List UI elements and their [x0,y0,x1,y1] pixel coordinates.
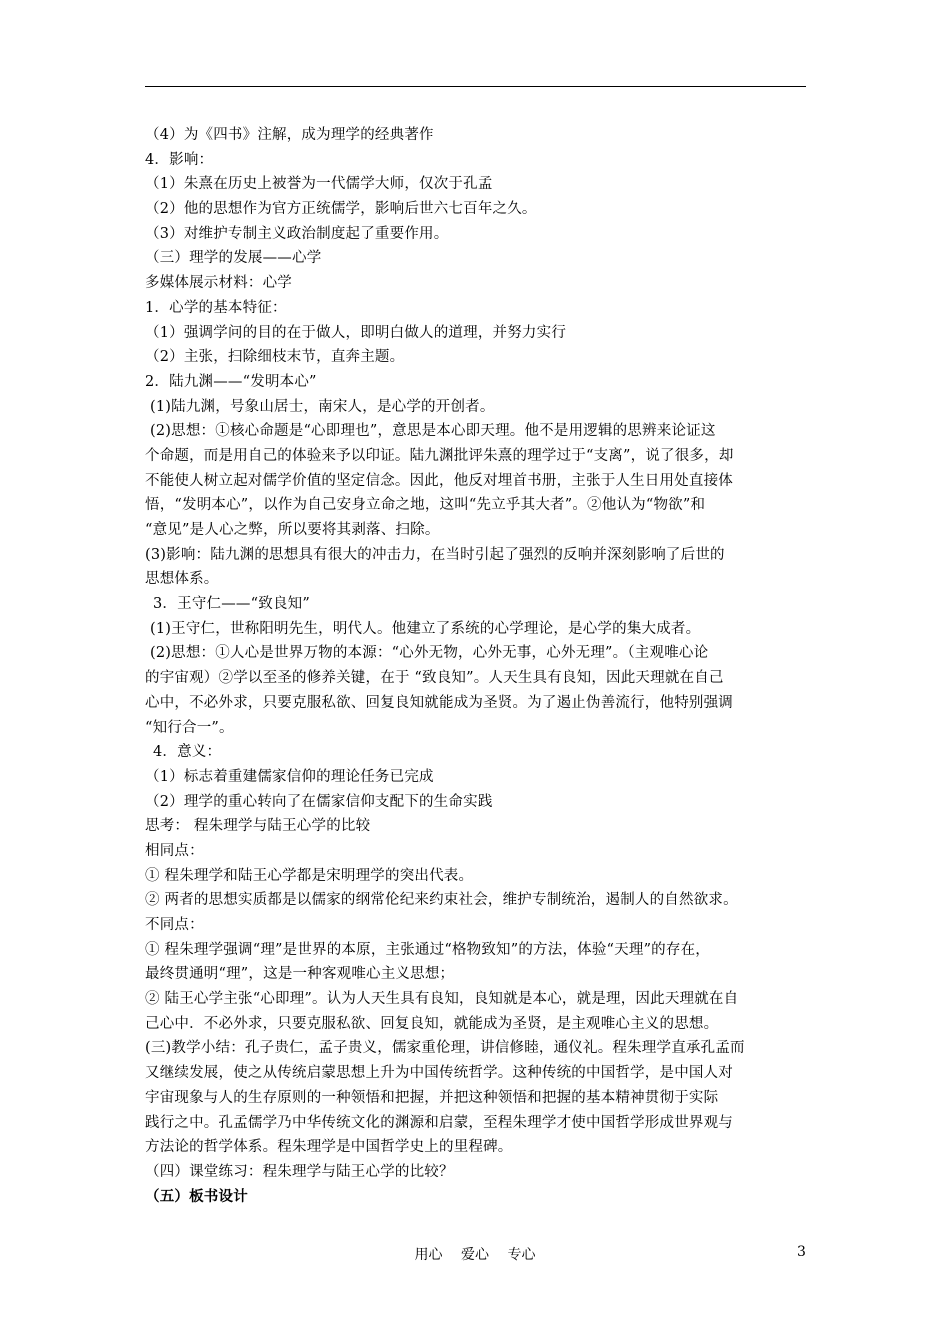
text-line: (3)影响：陆九渊的思想具有很大的冲击力，在当时引起了强烈的反响并深刻影响了后世的 [145,546,725,563]
text-line: 又继续发展，使之从传统启蒙思想上升为中国传统哲学。这种传统的中国哲学，是中国人对 [145,1065,733,1082]
text-line: 不同点： [145,917,204,933]
text-line: 己心中．不必外求，只要克服私欲、回复良知，就能成为圣贤，是主观唯心主义的思想。 [145,1015,719,1032]
text-line: （2）理学的重心转向了在儒家信仰支配下的生命实践 [145,793,493,810]
text-line: ② 两者的思想实质都是以儒家的纲常伦纪来约束社会，维护专制统治，遏制人的自然欲求。 [145,892,738,909]
text-line: 思想体系。 [145,571,219,588]
text-line: （2）他的思想作为官方正统儒学，影响后世六七百年之久。 [145,201,537,218]
text-line: ① 程朱理学强调“理”是世界的本原，主张通过“格物致知”的方法，体验“天理”的存在， [145,941,710,958]
text-line: 3．王守仁——“致良知” [153,596,310,613]
text-line: 方法论的哲学体系。程朱理学是中国哲学史上的里程碑。 [145,1139,513,1156]
text-line: 心中，不必外求，只要克服私欲、回复良知就能成为圣贤。为了遏止伪善流行，他特别强调 [145,694,733,711]
text-line: 悟，“发明本心”，以作为自己安身立命之地，这叫“先立乎其大者”。②他认为“物欲”和 [145,497,706,514]
text-line: ② 陆王心学主张“心即理”。认为人天生具有良知，良知就是本心，就是理，因此天理就在自 [145,991,739,1008]
text-line: 多媒体展示材料：心学 [145,275,292,292]
text-line: （1）强调学问的目的在于做人，即明白做人的道理，并努力实行 [145,324,567,341]
page-number: 3 [797,1244,806,1260]
text-line: （三）理学的发展——心学 [145,250,322,267]
text-line: （3）对维护专制主义政治制度起了重要作用。 [145,225,449,242]
text-line: 不能使人树立起对儒学价值的坚定信念。因此，他反对埋首书册，主张于人生日用处直接体 [145,472,733,489]
text-line: (1)王守仁，世称阳明先生，明代人。他建立了系统的心学理论，是心学的集大成者。 [150,620,701,637]
text-line: 4．意义： [153,744,222,761]
text-line: “知行合一”。 [145,719,234,736]
text-line: 4．影响： [145,151,214,168]
text-line: （2）主张，扫除细枝末节，直奔主题。 [145,349,405,366]
text-line: (2)思想：①核心命题是“心即理也”，意思是本心即天理。他不是用逻辑的思辨来论证这 [150,423,716,440]
text-line: （四）课堂练习：程朱理学与陆王心学的比较？ [145,1163,454,1180]
text-line: ① 程朱理学和陆王心学都是宋明理学的突出代表。 [145,867,474,884]
text-line: “意见”是人心之弊，所以要将其剥落、扫除。 [145,522,440,538]
text-line: (2)思想：①人心是世界万物的本源：“心外无物，心外无事，心外无理”。（主观唯心论 [150,645,709,662]
text-line: 个命题，而是用自己的体验来予以印证。陆九渊批评朱熹的理学过于“支离”，说了很多，却 [145,447,734,464]
text-line: （1）标志着重建儒家信仰的理论任务已完成 [145,768,434,785]
text-line: 的宇宙观）②学以至圣的修养关键，在于 “致良知”。人天生具有良知，因此天理就在自己 [145,670,724,687]
text-line: 最终贯通明“理”，这是一种客观唯心主义思想； [145,966,455,983]
text-line: （五）板书设计 [145,1187,248,1205]
text-line: 2．陆九渊——“发明本心” [145,373,317,390]
text-line: (1)陆九渊，号象山居士，南宋人，是心学的开创者。 [150,398,495,415]
text-line: （1）朱熹在历史上被誉为一代儒学大师，仅次于孔孟 [145,176,493,193]
footer-motto: 用心 爱心 专心 [414,1247,536,1263]
document-body [145,123,815,1209]
text-line: （4）为《四书》注解，成为理学的经典著作 [145,127,434,143]
header-rule [145,86,806,87]
text-line: 1．心学的基本特征： [145,299,287,316]
text-line: (三)教学小结：孔子贵仁，孟子贵义，儒家重伦理，讲信修睦，通仪礼。程朱理学直承孔孟而 [145,1040,745,1057]
text-line: 思考： 程朱理学与陆王心学的比较 [145,818,371,835]
text-line: 践行之中。孔孟儒学乃中华传统文化的渊源和启蒙，至程朱理学才使中国哲学形成世界观与 [145,1114,733,1131]
text-line: 相同点： [145,842,204,859]
text-line: 宇宙现象与人的生存原则的一种领悟和把握，并把这种领悟和把握的基本精神贯彻于实际 [145,1089,719,1106]
